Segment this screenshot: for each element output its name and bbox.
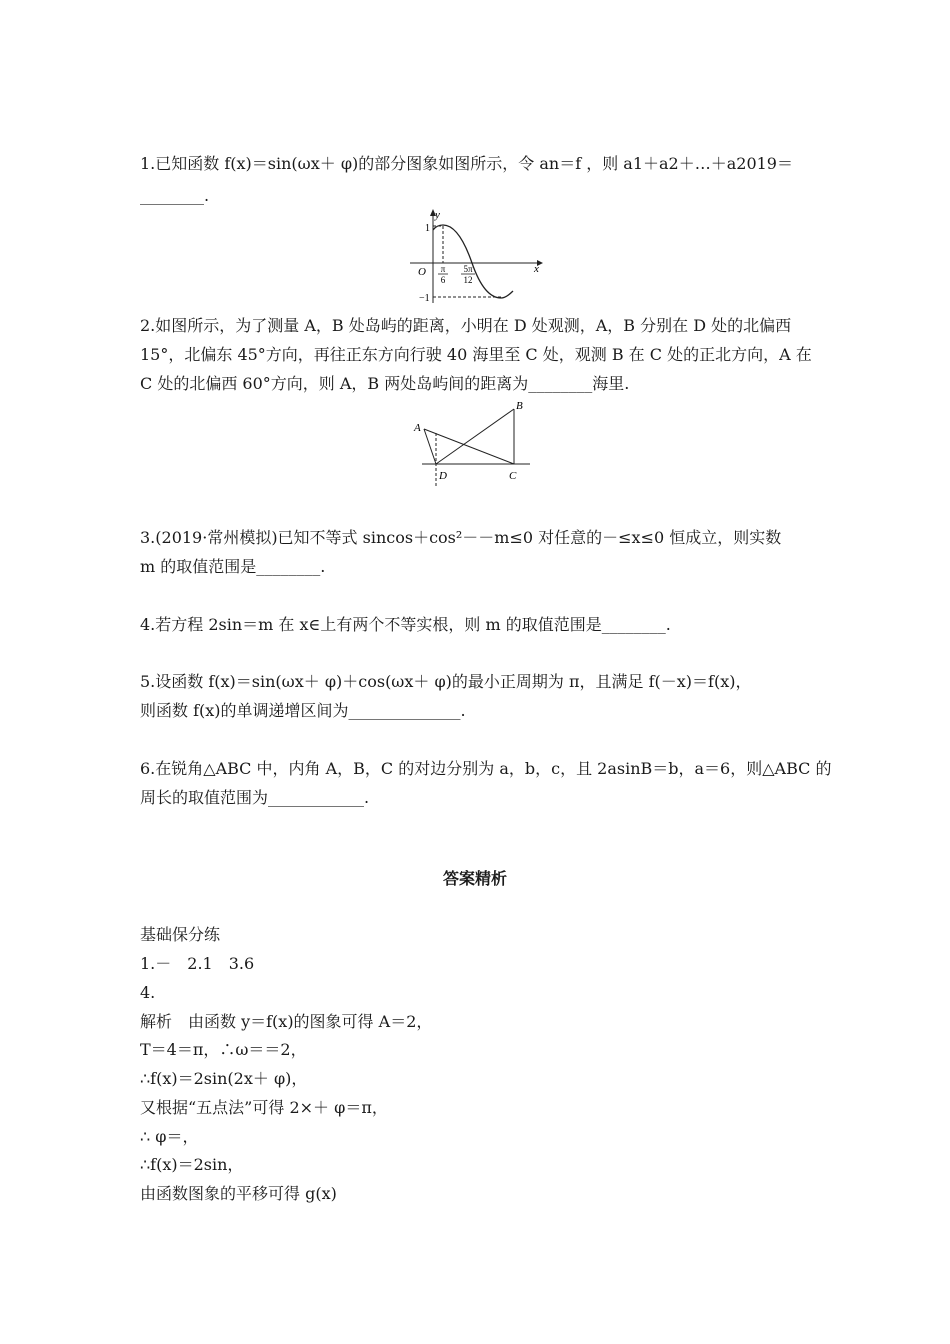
answer-line: ∴f(x)＝2sin(2x＋ φ)，: [140, 1069, 308, 1088]
answer-line: 1.－ 2.1 3.6: [140, 954, 255, 973]
point-A-label: A: [414, 422, 421, 434]
point-B-label: B: [516, 400, 523, 412]
answer-line: 4.: [140, 983, 156, 1002]
tick-5pi-numerator: 5π: [463, 264, 473, 274]
x-axis-label: x: [534, 263, 539, 275]
q3-line-1: 3.(2019·常州模拟)已知不等式 sincos＋cos²－－m≤0 对任意的－≤x≤0 恒成立，则实数: [140, 528, 782, 547]
answer-line: T＝4＝π，∴ω＝＝2，: [140, 1040, 307, 1059]
sine-graph-figure: [405, 205, 555, 305]
q3-line-2: m 的取值范围是________.: [140, 557, 326, 576]
q2-line-3: C 处的北偏西 60°方向，则 A，B 两处岛屿间的距离为________海里.: [140, 374, 630, 393]
answer-line: ∴ φ＝，: [140, 1127, 199, 1146]
tick-5pi-denominator: 12: [463, 275, 473, 285]
point-C-label: C: [509, 470, 517, 482]
sine-curve: [433, 225, 513, 298]
point-D-label: D: [439, 470, 447, 482]
tick-label-one: 1: [425, 223, 430, 234]
q2-line-1: 2.如图所示，为了测量 A，B 处岛屿的距离，小明在 D 处观测，A，B 分别在 D 处的北偏西: [140, 316, 792, 335]
y-axis-label: y: [435, 209, 440, 221]
q1-answer-blank: ________.: [140, 186, 210, 205]
q2-line-2: 15°，北偏东 45°方向，再往正东方向行驶 40 海里至 C 处，观测 B 在 C 处的正北方向，A 在: [140, 345, 812, 364]
answers-heading: 答案精析: [442, 869, 507, 888]
answer-line: 解析 由函数 y＝f(x)的图象可得 A＝2，: [140, 1012, 433, 1031]
answer-line: 又根据“五点法”可得 2×＋ φ＝π，: [140, 1098, 388, 1117]
answers-section-title: 基础保分练: [140, 925, 221, 944]
q1-line-1: 1.已知函数 f(x)＝sin(ωx＋ φ)的部分图象如图所示，令 an＝f ，则 a1＋a2＋…＋a2019＝: [140, 154, 793, 173]
q5-line-2: 则函数 f(x)的单调递增区间为______________.: [140, 701, 466, 720]
segment-DB: [436, 409, 514, 464]
origin-label: O: [418, 266, 426, 278]
answer-line: ∴f(x)＝2sin，: [140, 1155, 244, 1174]
tick-pi-numerator: π: [440, 264, 446, 274]
segment-AD: [424, 429, 436, 464]
q5-line-1: 5.设函数 f(x)＝sin(ωx＋ φ)＋cos(ωx＋ φ)的最小正周期为 π，且满足 f(－x)＝f(x)，: [140, 672, 752, 691]
segment-AC: [424, 429, 514, 464]
tick-pi-denominator: 6: [440, 275, 446, 285]
triangle-figure: [410, 395, 540, 490]
q4-line-1: 4.若方程 2sin＝m 在 x∈上有两个不等实根，则 m 的取值范围是________.: [140, 615, 671, 634]
answer-line: 由函数图象的平移可得 g(x): [140, 1184, 337, 1203]
q6-line-1: 6.在锐角△ABC 中，内角 A，B，C 的对边分别为 a，b，c，且 2asinB＝b，a＝6，则△ABC 的: [140, 759, 832, 778]
q6-line-2: 周长的取值范围为____________.: [140, 788, 370, 807]
tick-label-neg-one: −1: [419, 293, 430, 304]
